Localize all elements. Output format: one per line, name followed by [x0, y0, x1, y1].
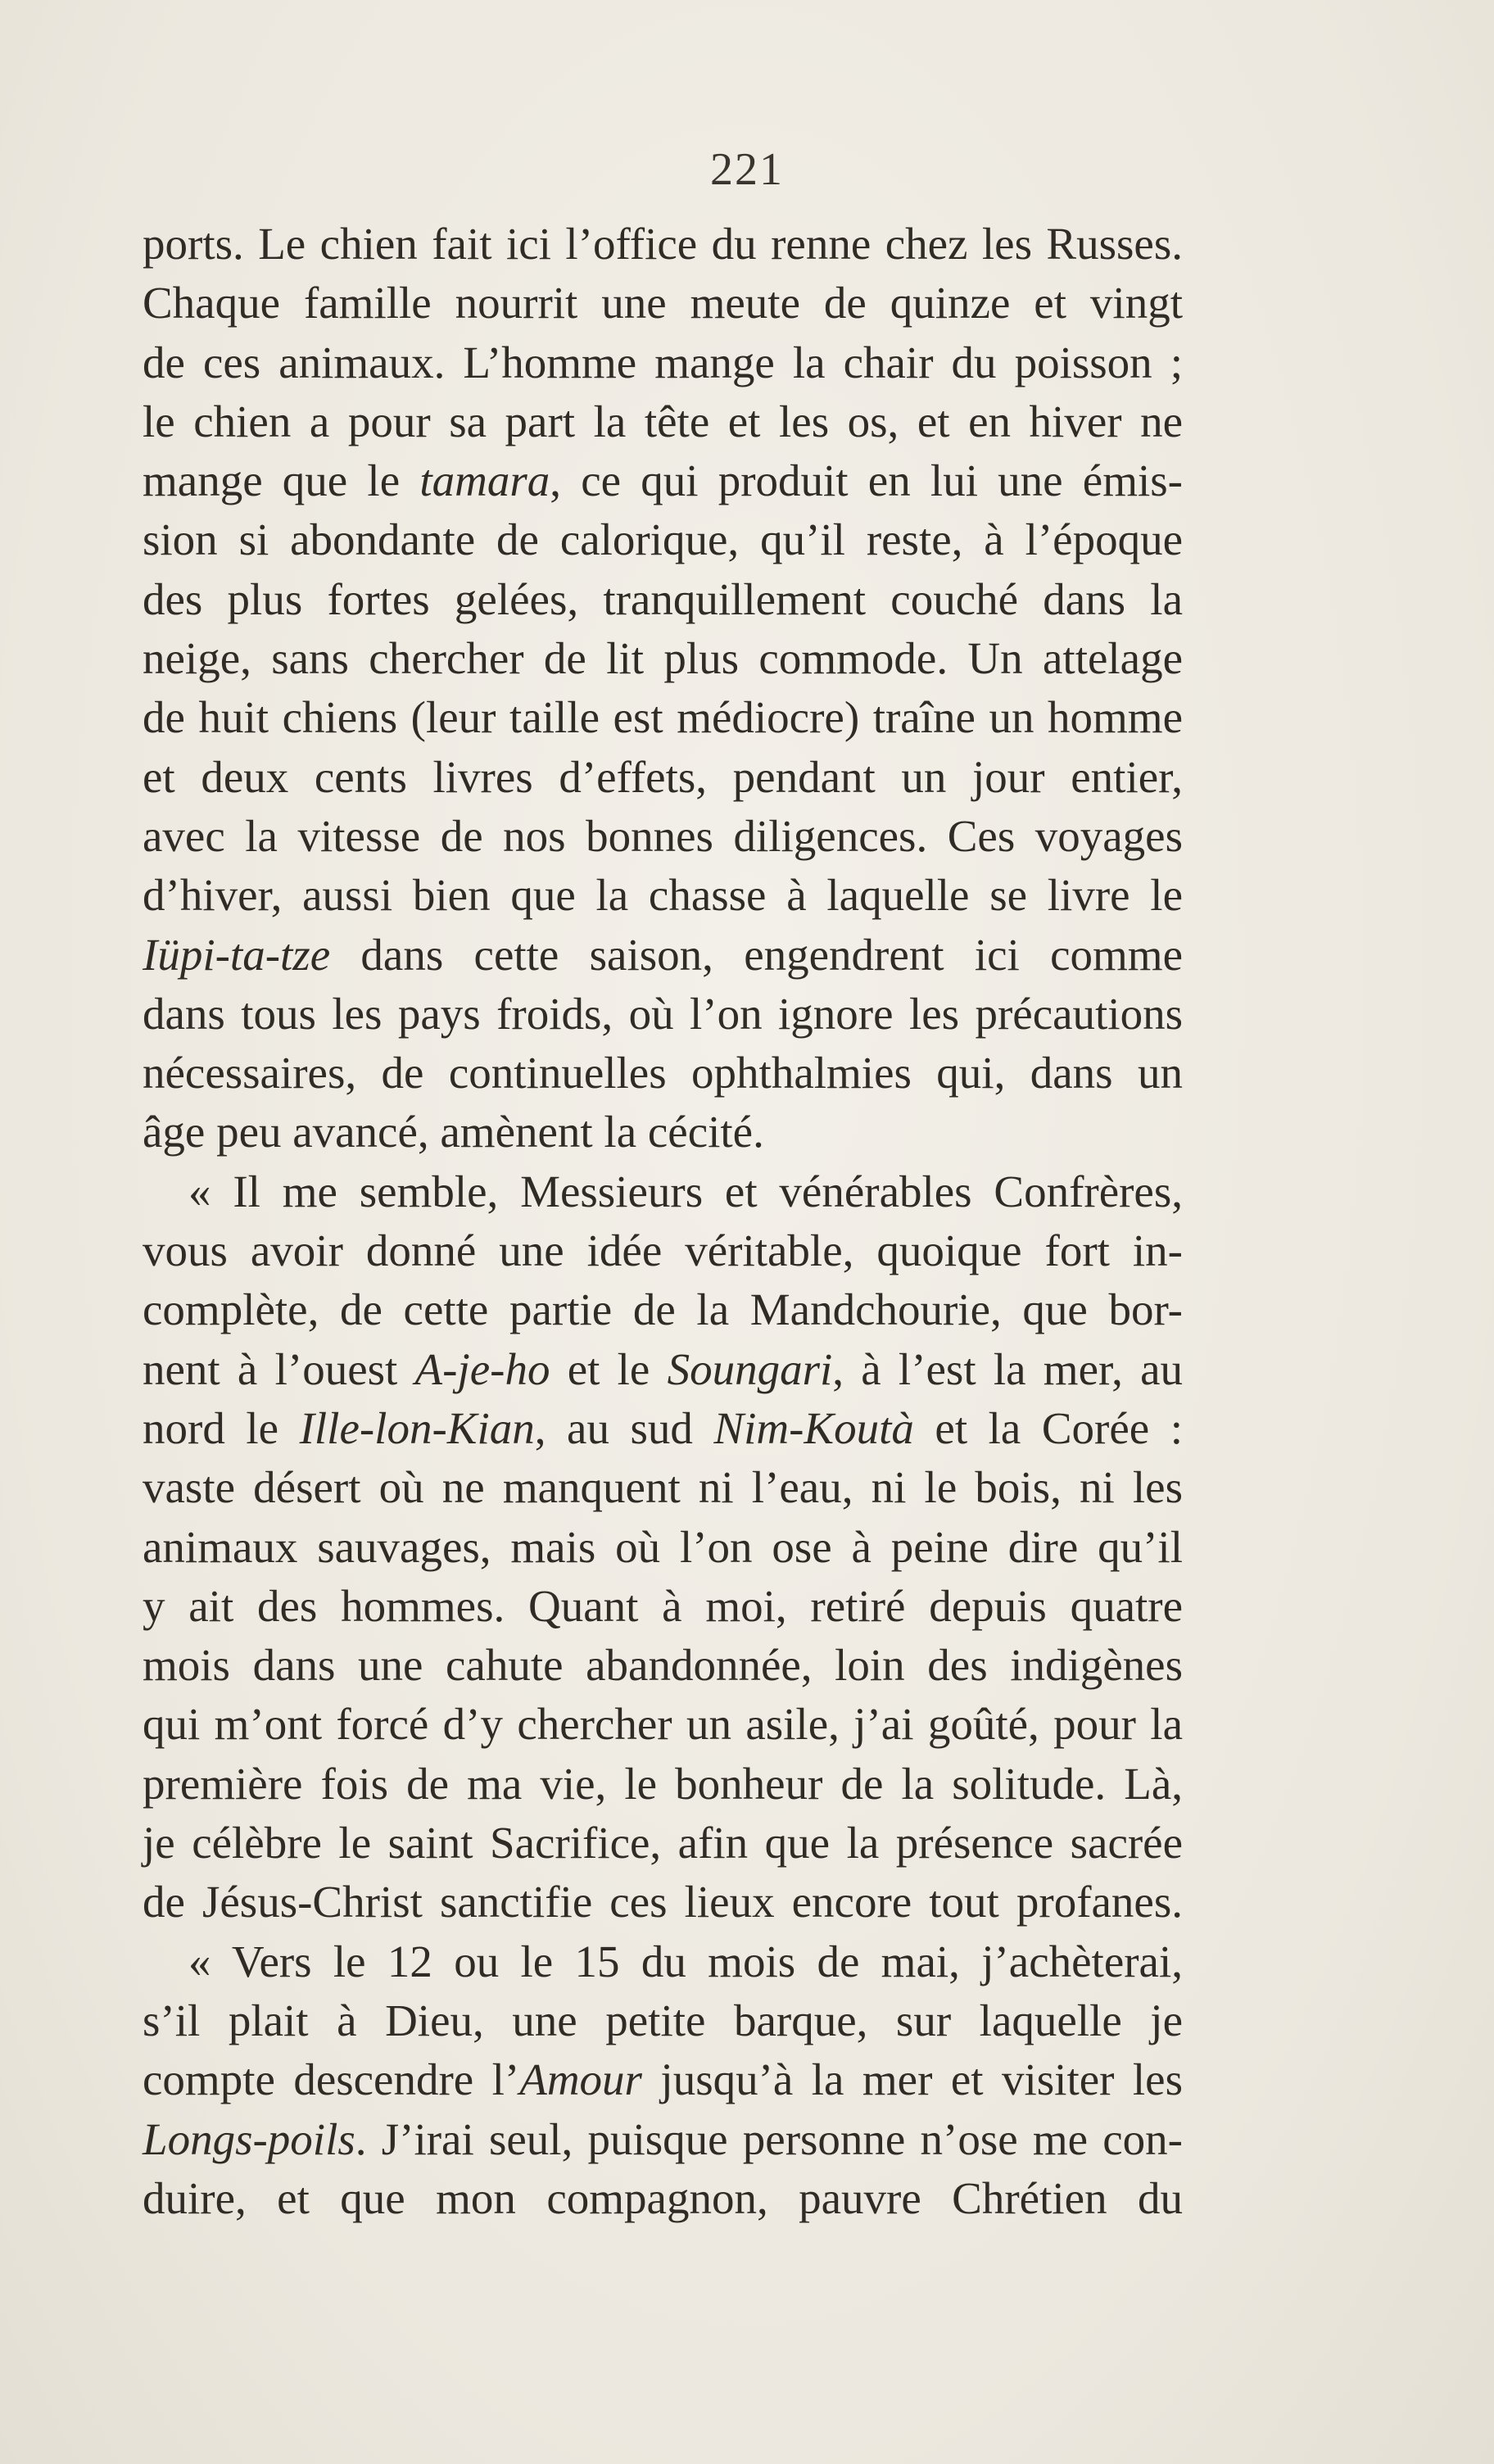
text-segment: et le: [550, 1343, 668, 1394]
paragraph: [143, 1932, 1183, 2228]
page-number: 221: [710, 144, 784, 195]
text-line: [143, 1399, 1183, 1458]
text-line: et deux cents livres d’effets, pendant un jour entier,: [143, 751, 1183, 802]
text-line: [143, 1340, 1183, 1399]
text-segment: mange que le: [143, 455, 420, 506]
text-segment: jusqu’à la mer et visiter les: [641, 2054, 1183, 2105]
text-line: [143, 2110, 1183, 2169]
text-line: âge peu avancé, amènent la cécité.: [143, 1107, 764, 1157]
text-segment: compte descendre l’: [143, 2054, 520, 2105]
text-line: « Il me semble, Messieurs et vénérables Confrères,: [188, 1166, 1183, 1216]
text-line: neige, sans chercher de lit plus commode. Un attelage: [143, 633, 1183, 684]
text-line: Chaque famille nourrit une meute de quinze et vingt: [143, 278, 1183, 328]
italic-term: Soungari: [667, 1343, 833, 1394]
text-line: vaste désert où ne manquent ni l’eau, ni le bois, ni les: [143, 1462, 1183, 1513]
text-segment: dans cette saison, engendrent ici comme: [330, 929, 1183, 980]
text-segment: , à l’est la mer, au: [832, 1343, 1184, 1394]
text-line: d’hiver, aussi bien que la chasse à laquelle se livre le: [143, 870, 1183, 921]
text-line: [143, 926, 1183, 985]
text-line: dans tous les pays froids, où l’on ignore les précautions: [143, 988, 1183, 1039]
italic-term: Amour: [519, 2054, 642, 2105]
italic-term: Nim-Koutà: [713, 1402, 914, 1453]
italic-term: Iüpi-ta-tze: [143, 929, 331, 980]
text-line: [143, 451, 1183, 510]
italic-term: Ille-lon-Kian: [299, 1402, 535, 1453]
text-line: sion si abondante de calorique, qu’il reste, à l’époque: [143, 514, 1183, 565]
text-line: qui m’ont forcé d’y chercher un asile, j’ai goûté, pour la: [143, 1699, 1183, 1750]
text-segment: . J’irai seul, puisque personne n’ose me con-: [355, 2113, 1183, 2164]
text-segment: nord le: [143, 1402, 300, 1453]
text-segment: , ce qui produit en lui une émis-: [550, 455, 1183, 506]
text-line: première fois de ma vie, le bonheur de la solitude. Là,: [143, 1758, 1183, 1809]
text-line: duire, et que mon compagnon, pauvre Chrétien du: [143, 2172, 1183, 2223]
text-line: ports. Le chien fait ici l’office du renne chez les Russes.: [143, 219, 1183, 269]
paragraph: [143, 215, 1183, 1162]
paragraph: [143, 1162, 1183, 1932]
text-line: de Jésus-Christ sanctifie ces lieux encore tout profanes.: [143, 1877, 1183, 1927]
text-segment: nent à l’ouest: [143, 1343, 415, 1394]
text-line: « Vers le 12 ou le 15 du mois de mai, j’achèterai,: [188, 1936, 1183, 1986]
text-line: vous avoir donné une idée véritable, quoique fort in-: [143, 1225, 1183, 1276]
text-line: s’il plait à Dieu, une petite barque, sur laquelle je: [143, 1995, 1183, 2045]
text-segment: , au sud: [534, 1402, 714, 1453]
text-line: nécessaires, de continuelles ophthalmies qui, dans un: [143, 1048, 1183, 1098]
text-line: je célèbre le saint Sacrifice, afin que la présence sacrée: [143, 1818, 1183, 1868]
text-segment: et la Corée :: [913, 1402, 1183, 1453]
text-line: complète, de cette partie de la Mandchourie, que bor-: [143, 1284, 1183, 1335]
text-line: le chien a pour sa part la tête et les os, et en hiver ne: [143, 396, 1183, 446]
italic-term: A-je-ho: [414, 1343, 550, 1394]
text-line: de ces animaux. L’homme mange la chair du poisson ;: [143, 337, 1183, 387]
text-line: des plus fortes gelées, tranquillement couché dans la: [143, 573, 1183, 624]
body-text: [143, 215, 1183, 2228]
text-line: avec la vitesse de nos bonnes diligences. Ces voyages: [143, 810, 1183, 861]
text-line: mois dans une cahute abandonnée, loin des indigènes: [143, 1640, 1183, 1691]
text-line: de huit chiens (leur taille est médiocre) traîne un homme: [143, 692, 1183, 743]
italic-term: Longs-poils: [143, 2113, 355, 2164]
text-line: y ait des hommes. Quant à moi, retiré depuis quatre: [143, 1580, 1183, 1631]
italic-term: tamara: [419, 455, 550, 506]
text-line: animaux sauvages, mais où l’on ose à peine dire qu’il: [143, 1521, 1183, 1572]
text-line: [143, 2050, 1183, 2109]
